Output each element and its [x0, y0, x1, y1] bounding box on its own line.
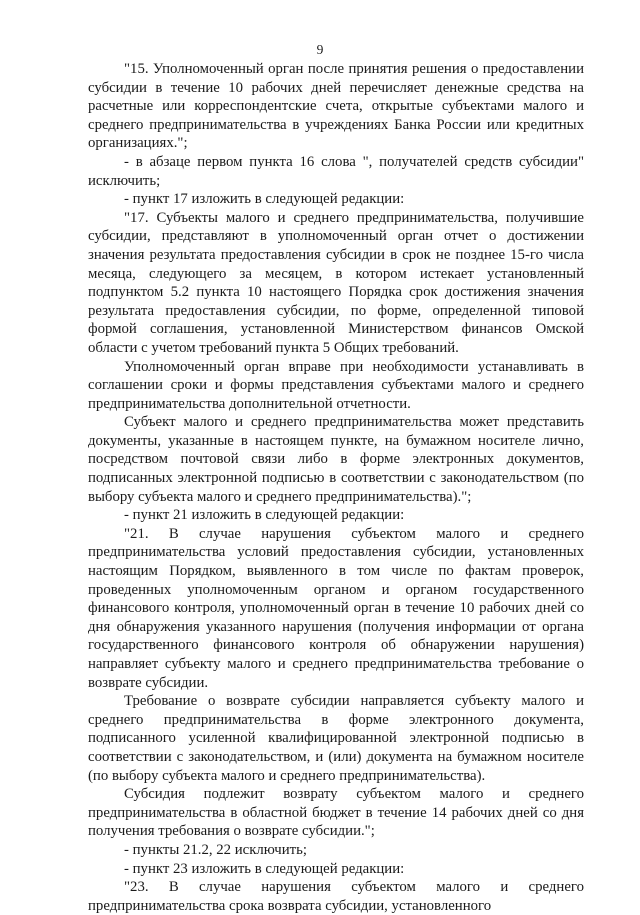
- paragraph-item-17-reporting: Уполномоченный орган вправе при необходимости устанавливать в соглашении сроки и формы представления субъектами малого и среднего предпринимательства дополнительной отчетности.: [88, 358, 584, 412]
- paragraph-amend-item-17: - пункт 17 изложить в следующей редакции:: [124, 191, 405, 208]
- paragraph-item-23: "23. В случае нарушения субъектом малого и среднего предпринимательства срока возврата субсидии, установленного: [88, 879, 584, 914]
- paragraph-item-17-documents: Субъект малого и среднего предпринимательства может представить документы, указанные в настоящем пункте, на бумажном носителе лично, посредством почтовой связи либо в форме электронных документов, подписанных электронной подписью в соответствии с законодательством (по выбору субъекта малого и среднего предпринимательства).";: [88, 414, 584, 505]
- paragraph-amend-item-21: - пункт 21 изложить в следующей редакции:: [124, 507, 405, 524]
- page-number: 9: [316, 42, 324, 57]
- paragraph-item-21-requirement: Требование о возврате субсидии направляется субъекту малого и среднего предпринимательства в форме электронного документа, подписанного усиленной квалифицированной электронной подписью в соответствии с законодательством, и (или) документа на бумажном носителе (по выбору субъекта малого и среднего предпринимательства).: [88, 693, 584, 784]
- paragraph-item-15: "15. Уполномоченный орган после принятия решения о предоставлении субсидии в течение 10 рабочих дней перечисляет денежные средства на расчетные или корреспондентские счета, открытые субъектами малого и среднего предпринимательства в учреждениях Банка России или кредитных организациях.";: [88, 61, 584, 152]
- paragraph-item-21-refund: Субсидия подлежит возврату субъектом малого и среднего предпринимательства в областной бюджет в течение 14 рабочих дней со дня получения требования о возврате субсидии.";: [88, 786, 584, 840]
- paragraph-amend-item-23: - пункт 23 изложить в следующей редакции:: [124, 860, 405, 877]
- paragraph-item-21: "21. В случае нарушения субъектом малого и среднего предпринимательства условий предоставления субсидии, установленных настоящим Порядком, выявленного в том числе по фактам проверок, проведенных уполномоченным органом и органом государственного финансового контроля, уполномоченный орган в течение 10 рабочих дней со дня обнаружения указанного нарушения (получения информации от органа государственного финансового контроля об обнаружении нарушения) направляет субъекту малого и среднего предпринимательства требование о возврате субсидии.: [88, 525, 584, 691]
- paragraph-amend-item-16: - в абзаце первом пункта 16 слова ", получателей средств субсидии" исключить;: [88, 153, 584, 189]
- paragraph-exclude-items: - пункты 21.2, 22 исключить;: [124, 841, 307, 858]
- document-body: [88, 60, 584, 915]
- paragraph-item-17: "17. Субъекты малого и среднего предпринимательства, получившие субсидии, представляют в уполномоченный орган отчет о достижении значения результата предоставления субсидии в срок не позднее 15-го числа месяца, следующего за месяцем, в котором истекает установленный подпунктом 5.2 пункта 10 настоящего Порядка срок достижения значения результата предоставления субсидии, по форме, определенной типовой формой соглашения, установленной Министерством финансов Омской области с учетом требований пункта 5 Общих требований.: [88, 209, 584, 356]
